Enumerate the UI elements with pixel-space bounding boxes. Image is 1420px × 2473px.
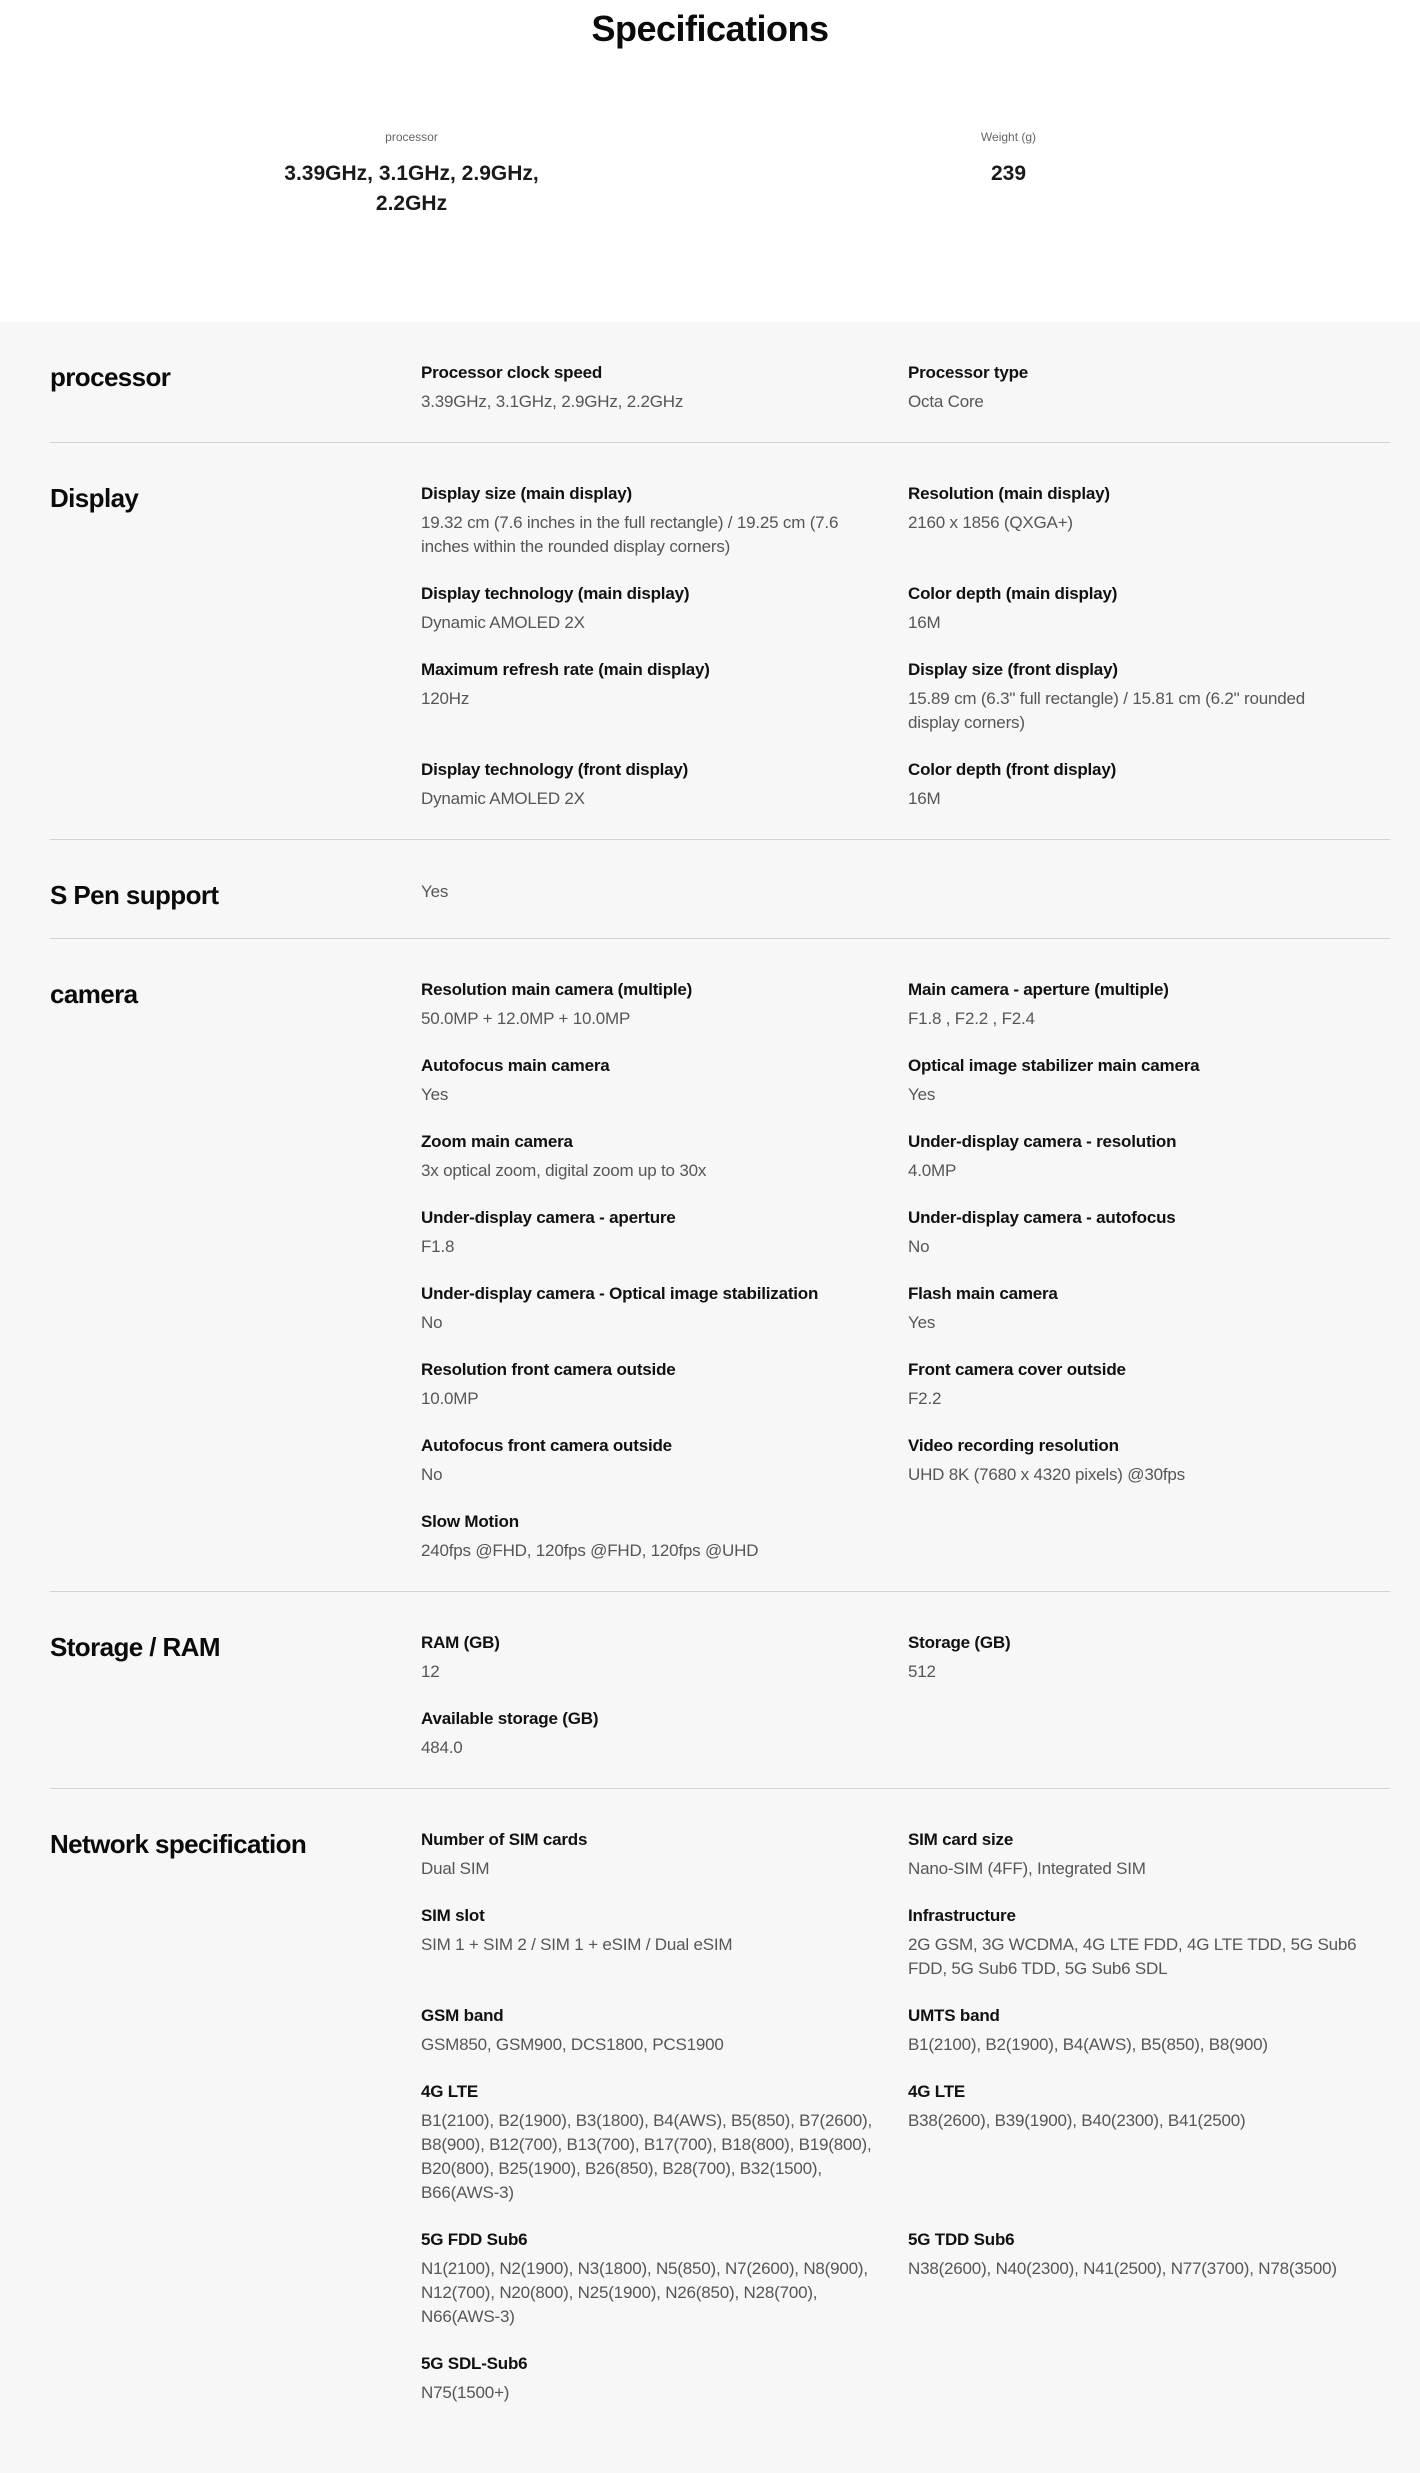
spec-value: 2G GSM, 3G WCDMA, 4G LTE FDD, 4G LTE TDD, 5G Sub6 FDD, 5G Sub6 TDD, 5G Sub6 SDL (908, 1935, 1357, 1978)
spec-value: 512 (908, 1662, 936, 1681)
spec-label: Color depth (main display) (908, 584, 1118, 603)
spec-item (908, 2081, 1390, 2205)
section-title: Network specification (50, 1829, 307, 1859)
spec-label: UMTS band (908, 2006, 1000, 2025)
spec-label: Under-display camera - aperture (421, 1208, 676, 1227)
spec-value: Yes (421, 882, 449, 901)
spec-label: Under-display camera - resolution (908, 1132, 1177, 1151)
spec-value: 50.0MP + 12.0MP + 10.0MP (421, 1009, 631, 1028)
section-rows (421, 880, 1390, 910)
spec-item (908, 1359, 1390, 1411)
spec-row (421, 483, 1390, 559)
spec-row (421, 1435, 1390, 1487)
spec-item (421, 1207, 908, 1259)
spec-item (421, 659, 908, 735)
spec-label: Processor clock speed (421, 363, 603, 382)
section-rows (421, 1829, 1390, 2405)
spec-value: Yes (421, 1085, 449, 1104)
page-title: Specifications (591, 8, 829, 49)
spec-label: Slow Motion (421, 1512, 519, 1531)
spec-item (421, 1511, 908, 1563)
spec-value: 15.89 cm (6.3" full rectangle) / 15.81 cm (6.2" rounded display corners) (908, 689, 1306, 732)
spec-value: No (421, 1313, 443, 1332)
spec-row (421, 2005, 1390, 2057)
section-rows (421, 362, 1390, 414)
spec-item (421, 759, 908, 811)
spec-label: SIM card size (908, 1830, 1014, 1849)
spec-item (421, 880, 908, 904)
spec-row (421, 1207, 1390, 1259)
spec-item (908, 1829, 1390, 1881)
spec-label: Video recording resolution (908, 1436, 1119, 1455)
spec-row (421, 659, 1390, 735)
spec-label: Under-display camera - Optical image stabilization (421, 1284, 819, 1303)
spec-value: 2160 x 1856 (QXGA+) (908, 513, 1073, 532)
spec-value: 240fps @FHD, 120fps @FHD, 120fps @UHD (421, 1541, 759, 1560)
spec-label: Main camera - aperture (multiple) (908, 980, 1169, 999)
section-rows (421, 483, 1390, 811)
spec-label: Display size (front display) (908, 660, 1118, 679)
section-title: Display (50, 483, 139, 513)
spec-value: Yes (908, 1313, 936, 1332)
spec-value: 19.32 cm (7.6 inches in the full rectangle) / 19.25 cm (7.6 inches within the rounded display corners) (421, 513, 839, 556)
spec-row (421, 1829, 1390, 1881)
spec-row (421, 1905, 1390, 1981)
spec-value: Dynamic AMOLED 2X (421, 789, 585, 808)
spec-value: 3.39GHz, 3.1GHz, 2.9GHz, 2.2GHz (421, 392, 684, 411)
spec-value: No (908, 1237, 930, 1256)
spec-item (421, 2229, 908, 2329)
section-processor (50, 322, 1390, 442)
spec-item (908, 979, 1390, 1031)
highlight-value: 3.39GHz, 3.1GHz, 2.9GHz, 2.2GHz (284, 162, 539, 215)
spec-label: Resolution (main display) (908, 484, 1110, 503)
spec-label: 4G LTE (421, 2082, 479, 2101)
spec-item (421, 2005, 908, 2057)
spec-item (421, 1632, 908, 1684)
spec-label: Front camera cover outside (908, 1360, 1126, 1379)
spec-label: Display technology (front display) (421, 760, 689, 779)
spec-value: 16M (908, 789, 941, 808)
spec-value: F2.2 (908, 1389, 942, 1408)
section-storage-ram (50, 1591, 1390, 1788)
spec-value: UHD 8K (7680 x 4320 pixels) @30fps (908, 1465, 1185, 1484)
section-display (50, 442, 1390, 839)
highlight-label: Weight (g) (980, 130, 1037, 144)
spec-row (421, 362, 1390, 414)
spec-value: Yes (908, 1085, 936, 1104)
spec-value: Nano-SIM (4FF), Integrated SIM (908, 1859, 1146, 1878)
spec-row (421, 979, 1390, 1031)
spec-item (908, 1283, 1390, 1335)
spec-row (421, 2081, 1390, 2205)
spec-value: No (421, 1465, 443, 1484)
spec-value: 4.0MP (908, 1161, 957, 1180)
spec-value: SIM 1 + SIM 2 / SIM 1 + eSIM / Dual eSIM (421, 1935, 733, 1954)
spec-row (421, 759, 1390, 811)
spec-item (908, 362, 1390, 414)
spec-value: 484.0 (421, 1738, 463, 1757)
page-header (0, 0, 1420, 322)
spec-value: N1(2100), N2(1900), N3(1800), N5(850), N7(2600), N8(900), N12(700), N20(800), N25(1900), N26(850), N28(700), N66(AWS-3) (421, 2259, 868, 2326)
spec-value: B1(2100), B2(1900), B3(1800), B4(AWS), B5(850), B7(2600), B8(900), B12(700), B13(700), B17(700), B18(800), B19(800), B20(800), B25(1900), B26(850), B28(700), B32(1500), B66(AWS-3) (421, 2111, 872, 2202)
spec-item (421, 1708, 908, 1760)
spec-highlights (113, 130, 1307, 219)
section-camera (50, 938, 1390, 1591)
spec-value: Dynamic AMOLED 2X (421, 613, 585, 632)
spec-label: Resolution front camera outside (421, 1360, 676, 1379)
spec-value: N38(2600), N40(2300), N41(2500), N77(3700), N78(3500) (908, 2259, 1337, 2278)
spec-row (421, 1131, 1390, 1183)
spec-label: Display size (main display) (421, 484, 632, 503)
spec-value: F1.8 (421, 1237, 455, 1256)
section-title: S Pen support (50, 880, 219, 910)
section-s-pen-support (50, 839, 1390, 938)
spec-item (421, 1283, 908, 1335)
spec-value: Octa Core (908, 392, 984, 411)
section-title: camera (50, 979, 138, 1009)
spec-label: Maximum refresh rate (main display) (421, 660, 710, 679)
spec-value: 16M (908, 613, 941, 632)
spec-item (421, 1131, 908, 1183)
spec-label: SIM slot (421, 1906, 485, 1925)
spec-label: 5G FDD Sub6 (421, 2230, 528, 2249)
spec-item (908, 483, 1390, 559)
spec-item (421, 483, 908, 559)
spec-label: Optical image stabilizer main camera (908, 1056, 1200, 1075)
spec-item (908, 1207, 1390, 1259)
spec-item (421, 979, 908, 1031)
highlight-weight (710, 130, 1307, 219)
section-title: processor (50, 362, 171, 392)
spec-value: 10.0MP (421, 1389, 479, 1408)
section-title: Storage / RAM (50, 1632, 220, 1662)
spec-item (908, 1055, 1390, 1107)
spec-value: 3x optical zoom, digital zoom up to 30x (421, 1161, 707, 1180)
spec-item (908, 583, 1390, 635)
spec-row (421, 1359, 1390, 1411)
spec-label: Infrastructure (908, 1906, 1016, 1925)
spec-label: Processor type (908, 363, 1029, 382)
spec-item (908, 1905, 1390, 1981)
spec-item (421, 2353, 908, 2405)
spec-label: 5G TDD Sub6 (908, 2230, 1015, 2249)
spec-item (908, 1435, 1390, 1487)
spec-label: 5G SDL-Sub6 (421, 2354, 528, 2373)
spec-row (421, 1708, 1390, 1760)
spec-item (908, 2005, 1390, 2057)
spec-item (421, 1829, 908, 1881)
spec-label: 4G LTE (908, 2082, 966, 2101)
spec-item (908, 880, 1390, 904)
section-network-specification (50, 1788, 1390, 2433)
spec-item (908, 759, 1390, 811)
spec-value: GSM850, GSM900, DCS1800, PCS1900 (421, 2035, 724, 2054)
spec-item (908, 2353, 1390, 2405)
spec-item (421, 583, 908, 635)
spec-item (908, 1708, 1390, 1760)
spec-row (421, 2229, 1390, 2329)
spec-item (908, 1131, 1390, 1183)
spec-label: Color depth (front display) (908, 760, 1117, 779)
spec-item (908, 2229, 1390, 2329)
spec-label: Resolution main camera (multiple) (421, 980, 693, 999)
spec-item (421, 2081, 908, 2205)
spec-row (421, 1632, 1390, 1684)
spec-value: 120Hz (421, 689, 470, 708)
spec-label: Autofocus front camera outside (421, 1436, 672, 1455)
spec-value: B1(2100), B2(1900), B4(AWS), B5(850), B8(900) (908, 2035, 1268, 2054)
spec-row (421, 1283, 1390, 1335)
spec-label: Number of SIM cards (421, 1830, 588, 1849)
spec-label: Storage (GB) (908, 1633, 1011, 1652)
spec-label: Zoom main camera (421, 1132, 573, 1151)
spec-value: B38(2600), B39(1900), B40(2300), B41(2500) (908, 2111, 1246, 2130)
spec-row (421, 1511, 1390, 1563)
spec-row (421, 2353, 1390, 2405)
spec-value: 12 (421, 1662, 440, 1681)
section-rows (421, 979, 1390, 1563)
spec-label: Flash main camera (908, 1284, 1058, 1303)
spec-value: N75(1500+) (421, 2383, 510, 2402)
spec-item (908, 1632, 1390, 1684)
spec-label: Display technology (main display) (421, 584, 690, 603)
highlight-value: 239 (990, 162, 1027, 185)
spec-sections (0, 322, 1420, 2473)
spec-label: Under-display camera - autofocus (908, 1208, 1176, 1227)
spec-item (421, 1905, 908, 1981)
spec-row (421, 880, 1390, 904)
spec-row (421, 583, 1390, 635)
spec-value: F1.8 , F2.2 , F2.4 (908, 1009, 1035, 1028)
highlight-processor (113, 130, 710, 219)
spec-item (421, 1055, 908, 1107)
spec-label: RAM (GB) (421, 1633, 500, 1652)
spec-item (908, 1511, 1390, 1563)
spec-row (421, 1055, 1390, 1107)
spec-label: GSM band (421, 2006, 504, 2025)
spec-item (421, 1359, 908, 1411)
section-rows (421, 1632, 1390, 1760)
spec-item (421, 362, 908, 414)
spec-item (421, 1435, 908, 1487)
highlight-label: processor (385, 130, 438, 144)
spec-item (908, 659, 1390, 735)
spec-value: Dual SIM (421, 1859, 490, 1878)
spec-label: Available storage (GB) (421, 1709, 599, 1728)
spec-label: Autofocus main camera (421, 1056, 610, 1075)
